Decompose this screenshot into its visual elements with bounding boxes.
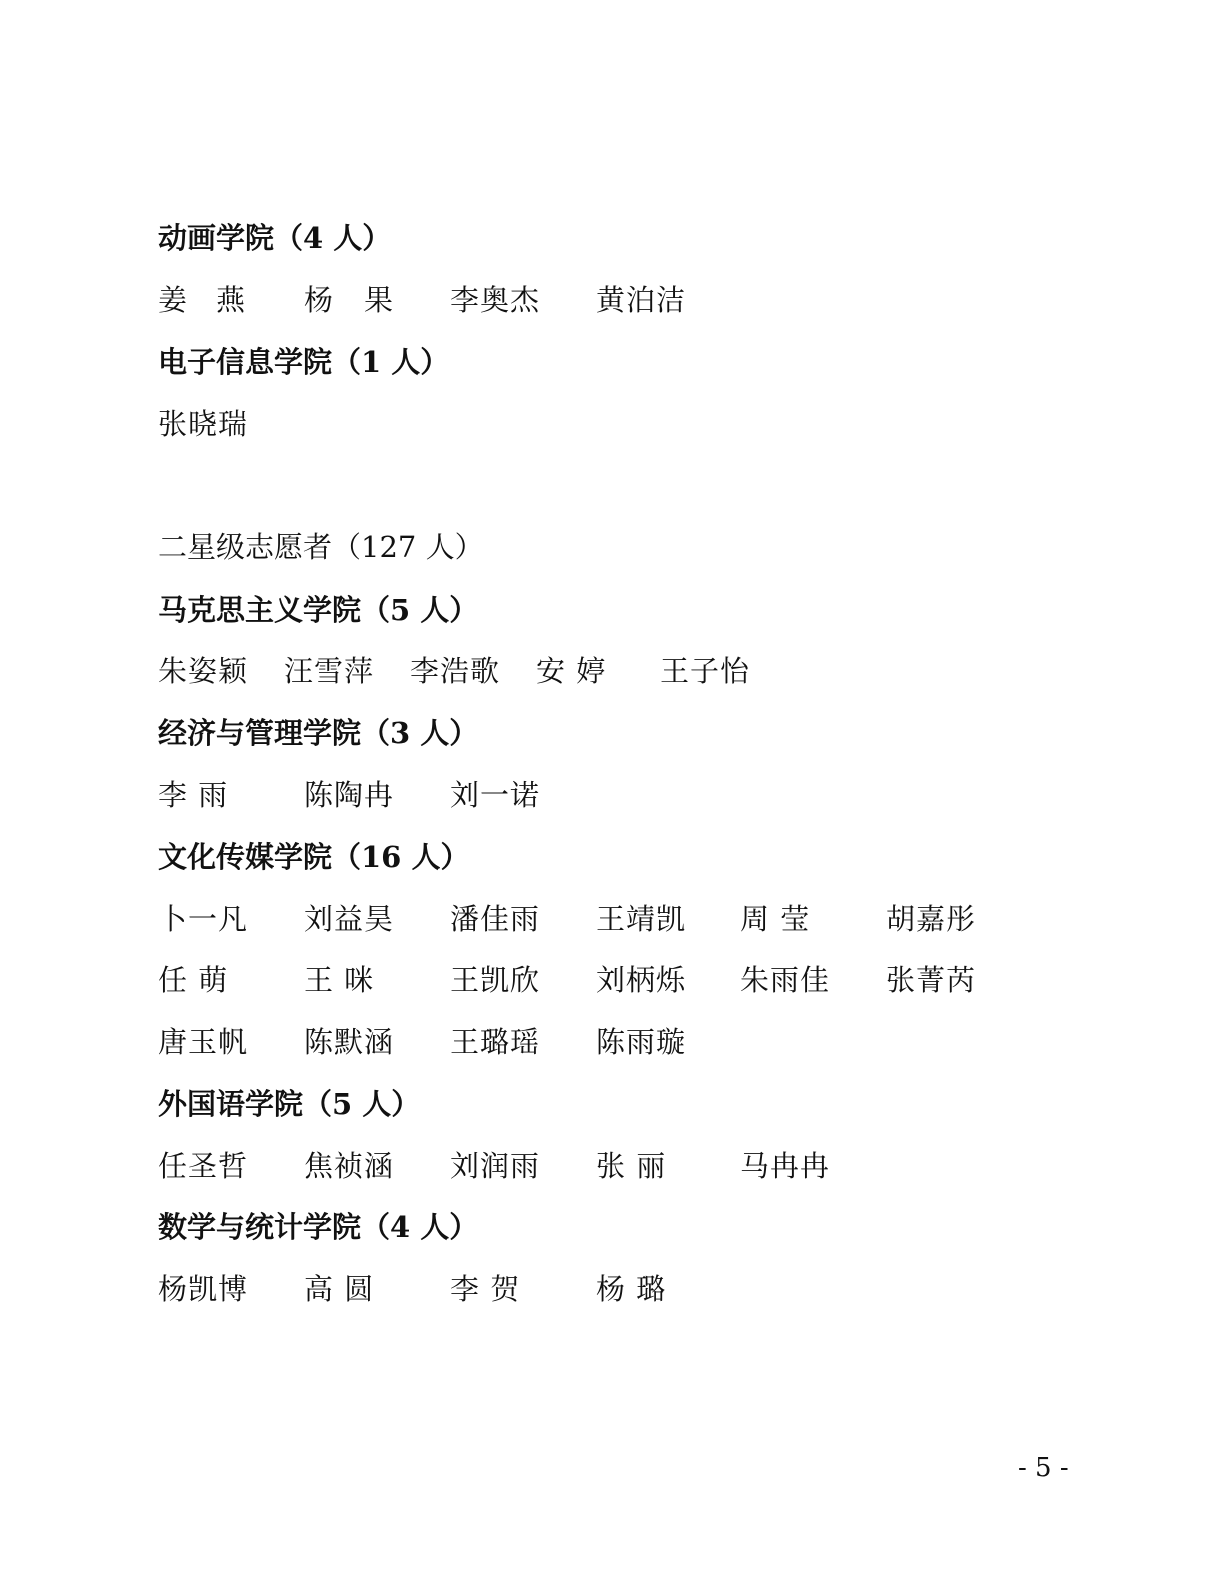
name: 果 (364, 283, 395, 317)
name: 王璐瑶 (450, 1025, 541, 1059)
name: 杨 璐 (596, 1272, 667, 1306)
name: 朱姿颖 (158, 654, 249, 688)
name: 任 萌 (158, 963, 229, 997)
name: 潘佳雨 (450, 902, 541, 936)
name: 唐玉帆 (158, 1025, 249, 1059)
name: 任圣哲 (158, 1149, 249, 1183)
dept-heading-electronic-info: 电子信息学院（1 人） (158, 345, 450, 379)
name: 陈默涵 (304, 1025, 395, 1059)
page-number: - 5 - (1018, 1453, 1069, 1483)
name: 杨 (304, 283, 335, 317)
dept-heading-media: 文化传媒学院（16 人） (158, 840, 470, 874)
name: 王 咪 (304, 963, 375, 997)
name-row-media-1 (158, 901, 1038, 937)
name-row-math-statistics (158, 1271, 858, 1307)
name: 周 莹 (740, 902, 811, 936)
name: 焦祯涵 (304, 1149, 395, 1183)
name: 李浩歌 (410, 654, 501, 688)
name: 马冉冉 (740, 1149, 831, 1183)
name: 张 丽 (596, 1149, 667, 1183)
tier-title: 二星级志愿者（127 人） (158, 530, 484, 564)
name: 胡嘉彤 (886, 902, 977, 936)
dept-heading-math-statistics: 数学与统计学院（4 人） (158, 1210, 479, 1244)
name: 朱雨佳 (740, 963, 831, 997)
name: 王凯欣 (450, 963, 541, 997)
name: 黄泊洁 (596, 283, 687, 317)
name: 李 贺 (450, 1272, 521, 1306)
dept-heading-economics: 经济与管理学院（3 人） (158, 716, 479, 750)
name: 王子怡 (660, 654, 751, 688)
dept-heading-foreign-languages: 外国语学院（5 人） (158, 1087, 421, 1121)
name: 陈陶冉 (304, 778, 395, 812)
name-row-marxism (158, 653, 858, 689)
name: 汪雪萍 (284, 654, 375, 688)
name: 卜一凡 (158, 902, 249, 936)
name: 陈雨璇 (596, 1025, 687, 1059)
dept-heading-marxism: 马克思主义学院（5 人） (158, 593, 479, 627)
name: 刘润雨 (450, 1149, 541, 1183)
name: 刘益昊 (304, 902, 395, 936)
name: 安 婷 (536, 654, 607, 688)
name-row-media-2 (158, 962, 1038, 998)
name: 张晓瑞 (158, 407, 249, 441)
name: 王靖凯 (596, 902, 687, 936)
name: 燕 (216, 283, 247, 317)
name: 姜 (158, 283, 189, 317)
name: 刘一诺 (450, 778, 541, 812)
name: 李奥杰 (450, 283, 541, 317)
name: 张菁芮 (886, 963, 977, 997)
name-row-foreign-languages (158, 1148, 1038, 1184)
name-row-media-3 (158, 1024, 1038, 1060)
name: 杨凯博 (158, 1272, 249, 1306)
name-row-electronic-info (158, 406, 248, 442)
name-row-animation (158, 282, 858, 318)
name: 李 雨 (158, 778, 229, 812)
name: 高 圆 (304, 1272, 375, 1306)
dept-heading-animation: 动画学院（4 人） (158, 221, 392, 255)
name: 刘柄烁 (596, 963, 687, 997)
name-row-economics (158, 777, 858, 813)
